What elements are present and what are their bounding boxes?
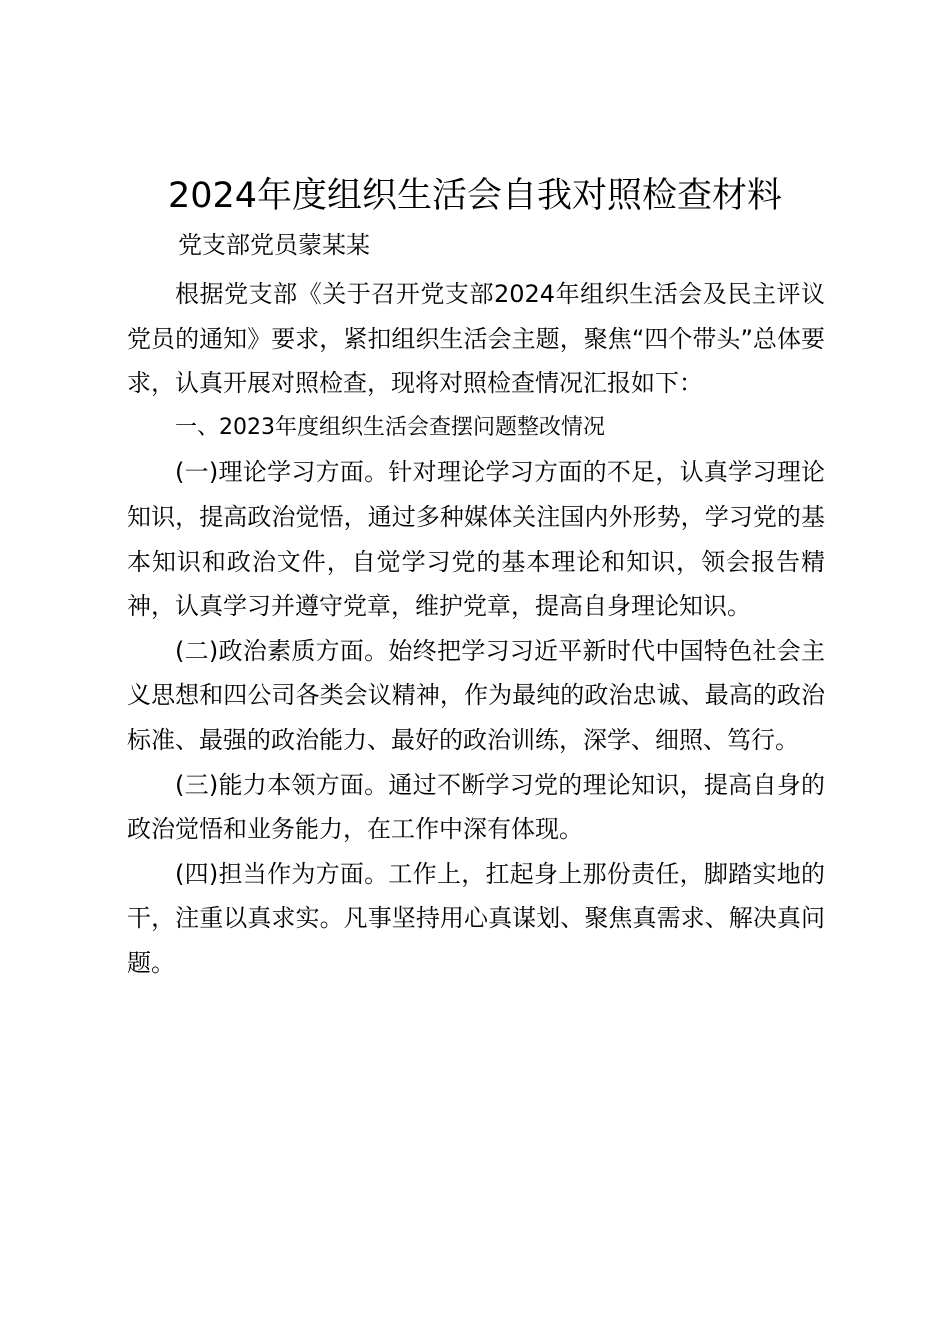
section-heading: 一、2023年度组织生活会查摆问题整改情况: [175, 414, 605, 440]
item-paragraph-2: (二)政治素质方面。始终把学习习近平新时代中国特色社会主义思想和四公司各类会议精神，作为最纯的政治忠诚、最高的政治标准、最强的政治能力、最好的政治训练，深学、细照、笃行。: [127, 636, 825, 754]
intro-paragraph: 根据党支部《关于召开党支部2024年组织生活会及民主评议党员的通知》要求，紧扣组织生活会主题，聚焦“四个带头”总体要求，认真开展对照检查，现将对照检查情况汇报如下：: [127, 280, 825, 398]
item-paragraph-3: (三)能力本领方面。通过不断学习党的理论知识，提高自身的政治觉悟和业务能力，在工作中深有体现。: [127, 770, 825, 844]
item-paragraph-1: (一)理论学习方面。针对理论学习方面的不足，认真学习理论知识，提高政治觉悟，通过多种媒体关注国内外形势，学习党的基本知识和政治文件，自觉学习党的基本理论和知识，领会报告精神，认真学习并遵守党章，维护党章，提高自身理论知识。: [127, 458, 825, 621]
item-paragraph-4: (四)担当作为方面。工作上，扛起身上那份责任，脚踏实地的干，注重以真求实。凡事坚持用心真谋划、聚焦真需求、解决真问题。: [127, 859, 825, 977]
document-body: [127, 272, 825, 986]
document-author: 党支部党员蒙某某: [178, 231, 370, 259]
document-title: 2024年度组织生活会自我对照检查材料: [167, 176, 783, 216]
